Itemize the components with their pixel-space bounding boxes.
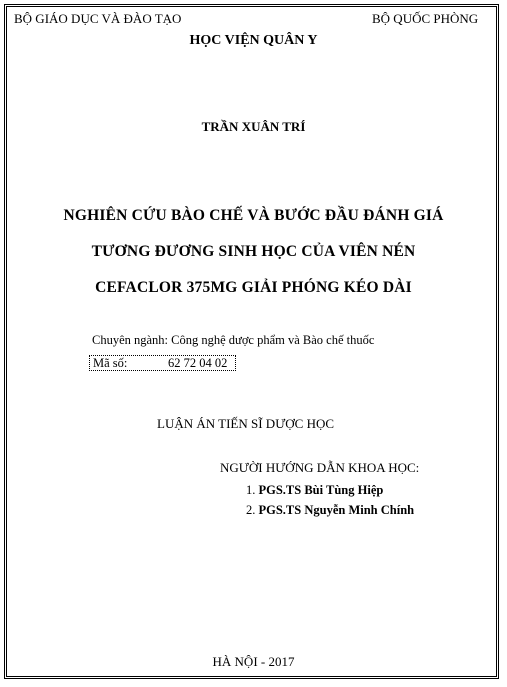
thesis-title-line-3: CEFACLOR 375MG GIẢI PHÓNG KÉO DÀI — [95, 279, 412, 296]
code-label: Mã số: — [93, 356, 128, 370]
thesis-title-line-2: TƯƠNG ĐƯƠNG SINH HỌC CỦA VIÊN NÉN — [91, 243, 416, 260]
code-value: 62 72 04 02 — [168, 356, 228, 370]
advisors-heading: NGƯỜI HƯỚNG DẪN KHOA HỌC: — [220, 460, 420, 475]
degree-title: LUẬN ÁN TIẾN SĨ DƯỢC HỌC — [157, 416, 335, 431]
advisor-name: PGS.TS Bùi Tùng Hiệp — [258, 483, 384, 497]
advisor-item — [246, 504, 414, 517]
specialty: Chuyên ngành: Công nghệ dược phẩm và Bào chế thuốc — [92, 333, 375, 347]
advisor-number: 2. — [246, 503, 256, 517]
advisor-name: PGS.TS Nguyễn Minh Chính — [258, 503, 415, 517]
advisor-item — [246, 484, 383, 497]
place-year: HÀ NỘI - 2017 — [212, 654, 295, 669]
ministry-left: BỘ GIÁO DỤC VÀ ĐÀO TẠO — [14, 11, 182, 26]
thesis-title-line-1: NGHIÊN CỨU BÀO CHẾ VÀ BƯỚC ĐẦU ĐÁNH GIÁ — [63, 207, 444, 224]
academy-name: HỌC VIỆN QUÂN Y — [189, 33, 318, 48]
author-name: TRẦN XUÂN TRÍ — [201, 119, 306, 134]
ministry-right: BỘ QUỐC PHÒNG — [372, 11, 479, 26]
advisor-number: 1. — [246, 483, 256, 497]
